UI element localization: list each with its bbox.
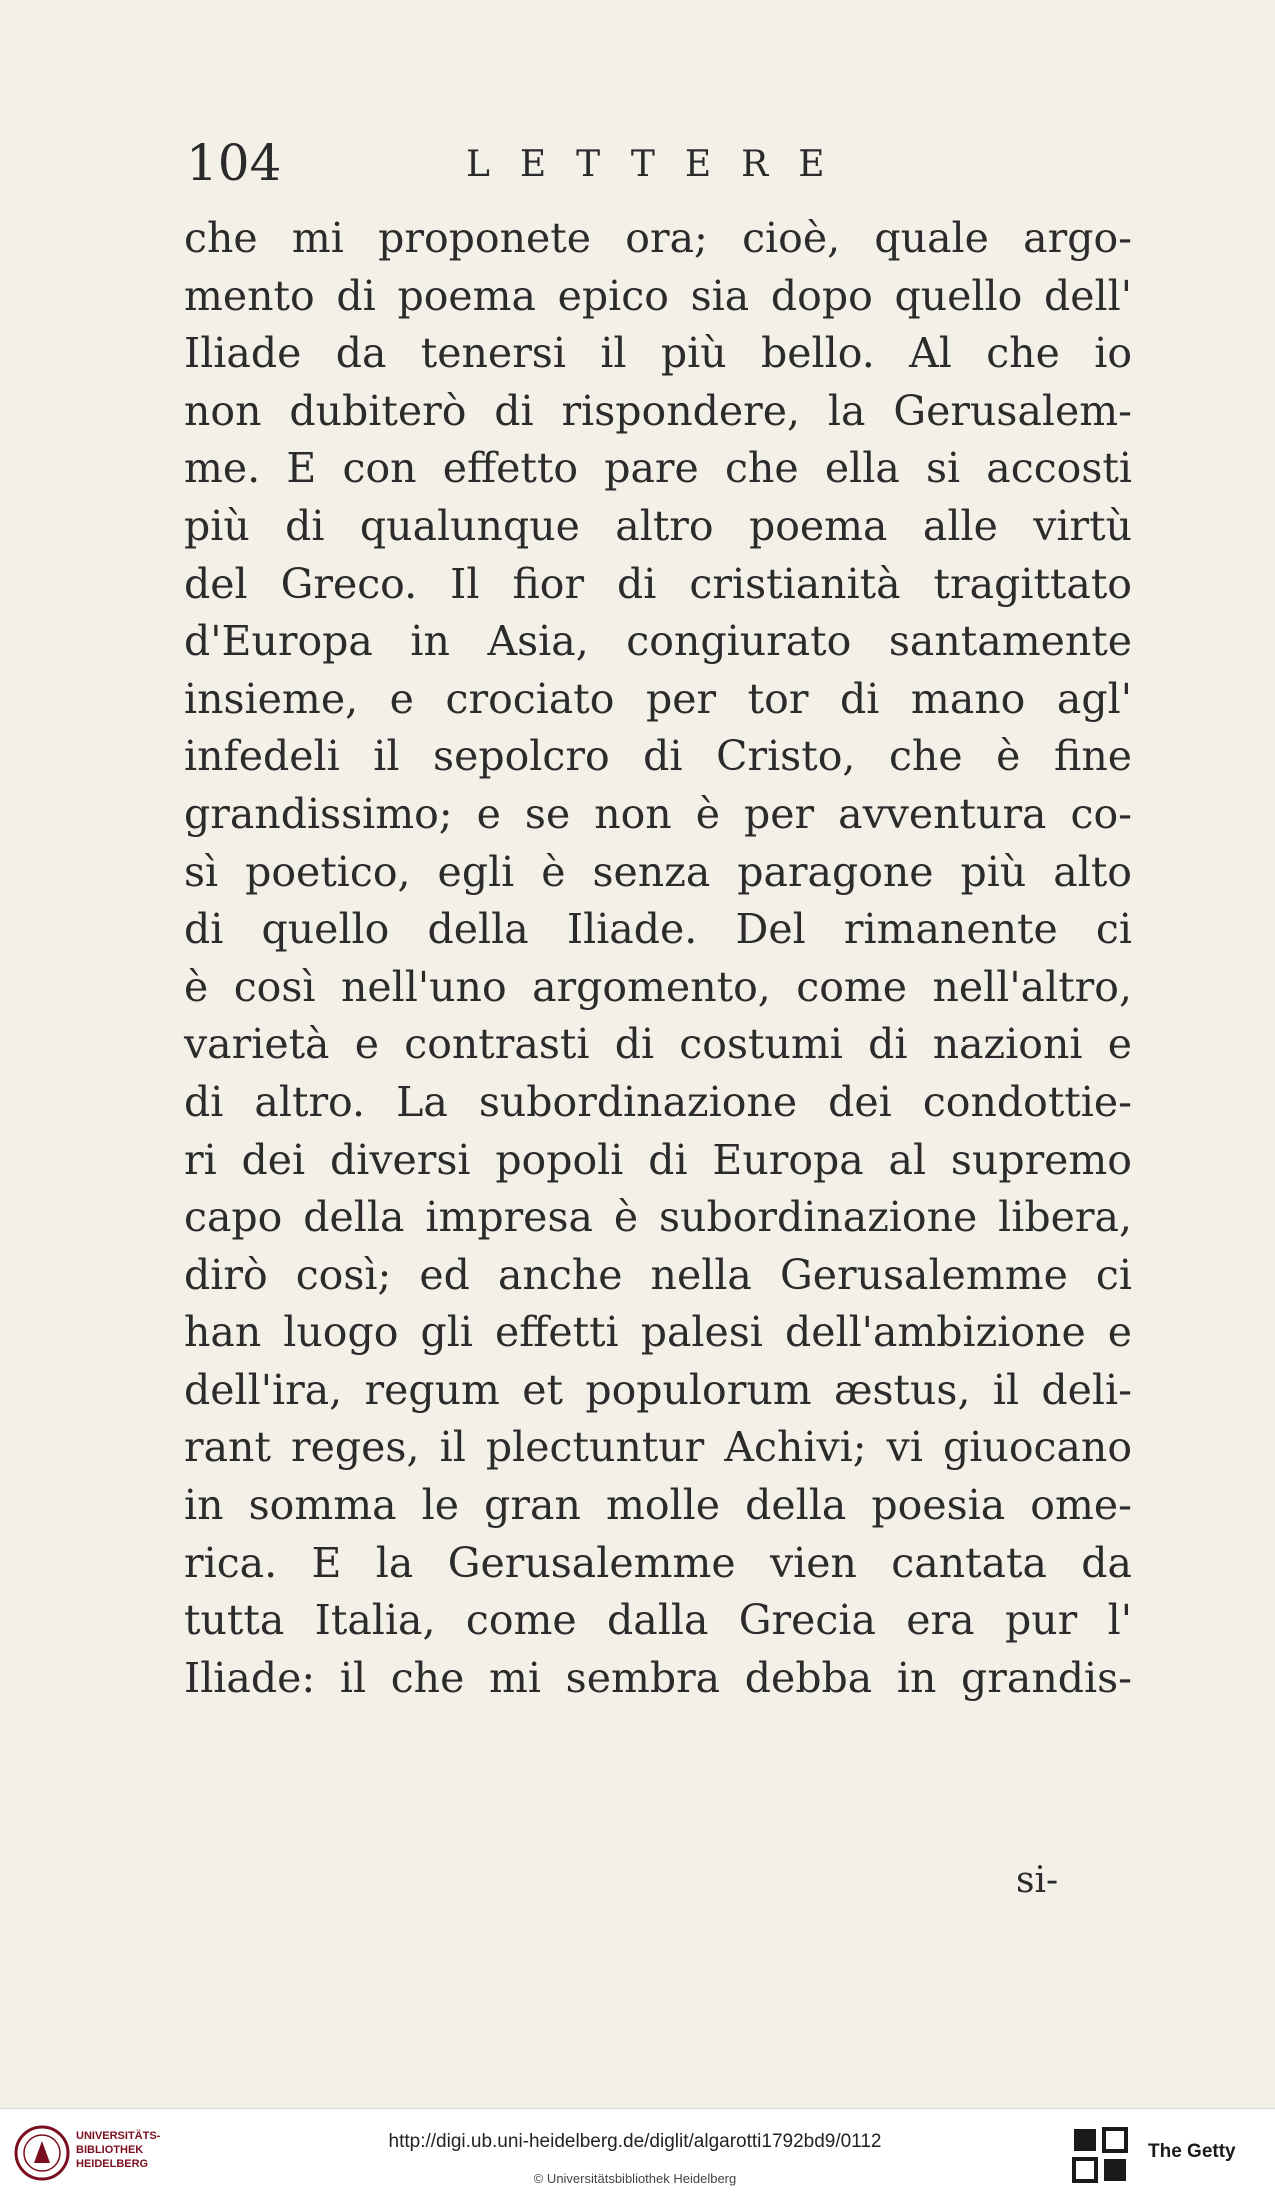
catchword: si-: [1016, 1860, 1059, 1901]
text-line: dirò così; ed anche nella Gerusalemme ci: [184, 1250, 1132, 1299]
viewer-footer: [0, 2108, 1275, 2201]
text-line: del Greco. Il fior di cristianità tragittato: [184, 559, 1132, 608]
text-line: grandissimo; e se non è per avventura co-: [184, 789, 1132, 838]
text-line: insieme, e crociato per tor di mano agl': [184, 674, 1132, 723]
text-line: Iliade da tenersi il più bello. Al che io: [184, 329, 1132, 378]
text-line: han luogo gli effetti palesi dell'ambizione e: [184, 1308, 1132, 1357]
text-line: tutta Italia, come dalla Grecia era pur l': [184, 1596, 1132, 1645]
page-number: 104: [186, 134, 282, 192]
text-line: in somma le gran molle della poesia ome-: [184, 1481, 1132, 1530]
text-line: me. E con effetto pare che ella si accosti: [184, 444, 1132, 493]
page-header: [176, 134, 1136, 204]
text-line: Iliade: il che mi sembra debba in grandis-: [184, 1653, 1132, 1702]
text-line: di quello della Iliade. Del rimanente ci: [184, 905, 1132, 954]
permalink[interactable]: http://digi.ub.uni-heidelberg.de/diglit/algarotti1792bd9/0112: [388, 2131, 882, 2152]
text-line: non dubiterò di rispondere, la Gerusalem-: [184, 386, 1132, 435]
body-text: [184, 210, 1132, 1707]
text-line: infedeli il sepolcro di Cristo, che è fine: [184, 732, 1132, 781]
text-line: rica. E la Gerusalemme vien cantata da: [184, 1538, 1132, 1587]
text-line: che mi proponete ora; cioè, quale argo-: [184, 214, 1132, 262]
text-line: varietà e contrasti di costumi di nazioni e: [184, 1020, 1132, 1069]
text-line: più di qualunque altro poema alle virtù: [184, 501, 1132, 550]
text-line: mento di poema epico sia dopo quello dell': [184, 271, 1132, 320]
text-line: è così nell'uno argomento, come nell'altro,: [184, 962, 1132, 1011]
text-line: di altro. La subordinazione dei condottie-: [184, 1077, 1132, 1126]
running-head: LETTERE: [466, 144, 855, 185]
text-line: dell'ira, regum et populorum æstus, il deli-: [184, 1365, 1132, 1414]
partner-name: The Getty: [1148, 2141, 1236, 2162]
text-line: rant reges, il plectuntur Achivi; vi giuocano: [184, 1423, 1132, 1472]
text-line: capo della impresa è subordinazione libera,: [184, 1193, 1132, 1242]
text-line: ri dei diversi popoli di Europa al supremo: [184, 1135, 1132, 1184]
text-line: sì poetico, egli è senza paragone più alto: [184, 847, 1132, 896]
university-seal-icon: [14, 2125, 70, 2181]
getty-logo-icon: [1070, 2125, 1130, 2185]
institution-name: UNIVERSITÄTS- BIBLIOTHEK HEIDELBERG: [76, 2130, 161, 2170]
text-line: d'Europa in Asia, congiurato santamente: [184, 617, 1132, 666]
copyright-notice: © Universitätsbibliothek Heidelberg: [533, 2171, 737, 2186]
